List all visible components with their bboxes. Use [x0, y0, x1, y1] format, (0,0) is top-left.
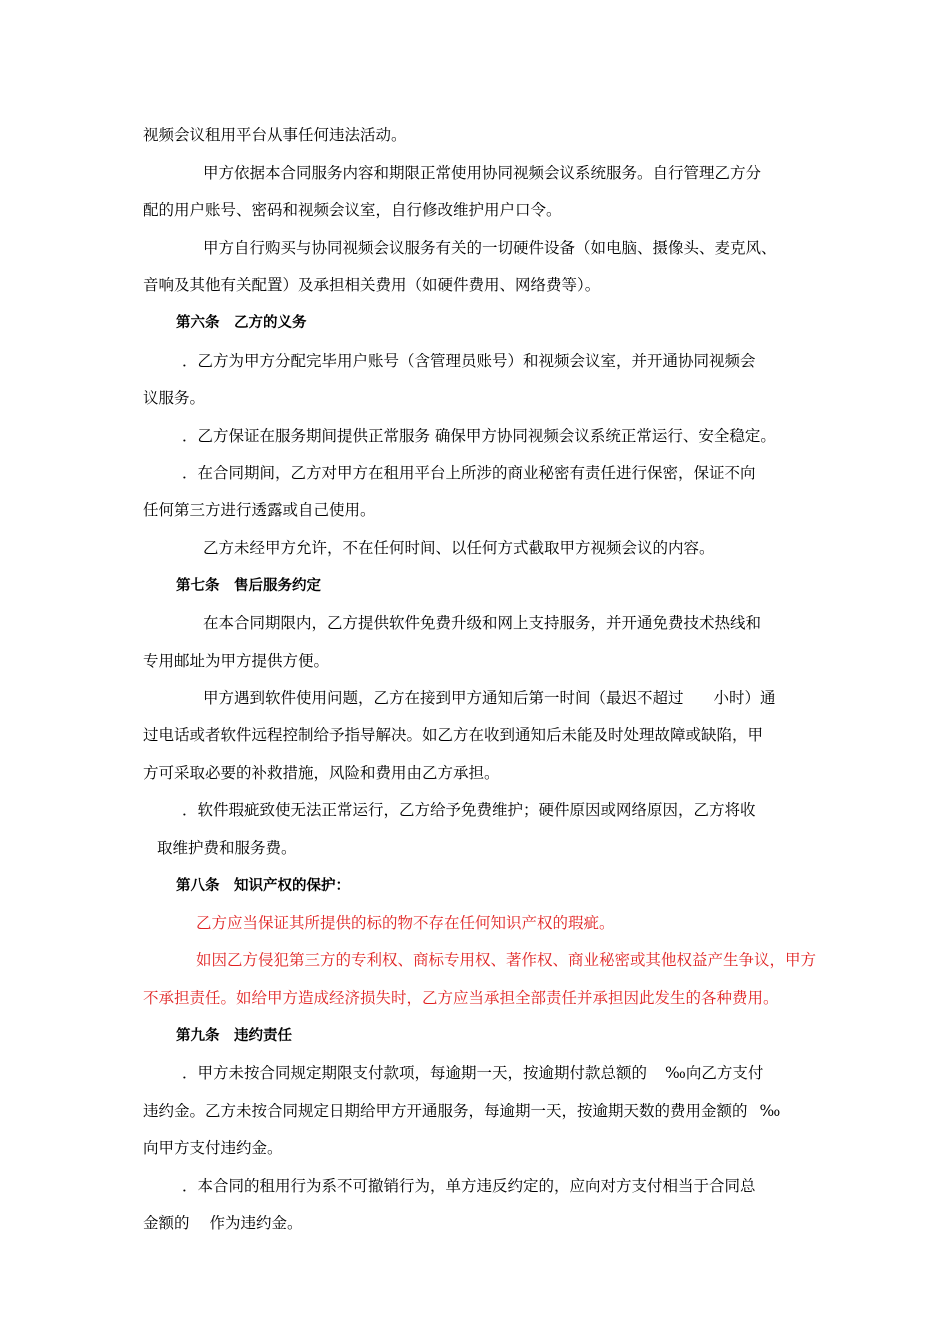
- article9-para1-line2: [143, 1101, 780, 1121]
- article5-para1-line2: 配的用户账号、密码和视频会议室，自行修改维护用户口令。: [143, 201, 562, 219]
- article9-para2-line2: [143, 1213, 303, 1233]
- article7-para3-line2: 取维护费和服务费。: [157, 839, 297, 857]
- article5-para2-line1: 甲方自行购买与协同视频会议服务有关的一切硬件设备（如电脑、摄像头、麦克风、: [203, 239, 777, 257]
- article9-para1-line3: 向甲方支付违约金。: [143, 1139, 283, 1157]
- article9-para2-line2-part-b: 作为违约金。: [209, 1214, 303, 1232]
- article6-item4-line1: 乙方未经甲方允许，不在任何时间、以任何方式截取甲方视频会议的内容。: [203, 539, 715, 557]
- article5-para2-line2: 音响及其他有关配置）及承担相关费用（如硬件费用、网络费等）。: [143, 276, 601, 294]
- article8-para2-line2: 不承担责任。如给甲方造成经济损失时，乙方应当承担全部责任并承担因此发生的各种费用。: [143, 989, 779, 1007]
- article9-para2-line1: ．本合同的租用行为系不可撤销行为，单方违反约定的，应向对方支付相当于合同总: [182, 1177, 756, 1195]
- article9-para1-line1-part-a: ．甲方未按合同规定期限支付款项，每逾期一天，按逾期付款总额的: [182, 1064, 648, 1082]
- article9-para1-line2-part-a: 违约金。乙方未按合同规定日期给甲方开通服务，每逾期一天，按逾期天数的费用金额的: [143, 1102, 748, 1120]
- article7-heading: 第七条 售后服务约定: [176, 578, 321, 594]
- article8-heading: 第八条 知识产权的保护：: [176, 878, 350, 894]
- article6-item3-line1: ．在合同期间，乙方对甲方在租用平台上所涉的商业秘密有责任进行保密，保证不向: [182, 464, 756, 482]
- article7-para2-line3: 方可采取必要的补救措施，风险和费用由乙方承担。: [143, 764, 500, 782]
- article7-para1-line2: 专用邮址为甲方提供方便。: [143, 652, 330, 670]
- article9-para1-line1: [182, 1063, 763, 1083]
- paragraph-continuation: 视频会议租用平台从事任何违法活动。: [143, 126, 407, 144]
- article5-para1-line1: 甲方依据本合同服务内容和期限正常使用协同视频会议系统服务。自行管理乙方分: [203, 164, 762, 182]
- article8-para2-line1: 如因乙方侵犯第三方的专利权、商标专用权、著作权、商业秘密或其他权益产生争议，甲方: [196, 951, 817, 969]
- article9-para2-line2-part-a: 金额的: [143, 1214, 190, 1232]
- article6-item1-line1: ．乙方为甲方分配完毕用户账号（含管理员账号）和视频会议室，并开通协同视频会: [182, 352, 756, 370]
- article7-para2-line1-part-b: 小时）通: [713, 689, 776, 707]
- article7-para2-line1-part-a: 甲方遇到软件使用问题，乙方在接到甲方通知后第一时间（最迟不超过: [203, 689, 684, 707]
- article9-para1-line1-part-b: ‰向乙方支付: [665, 1064, 764, 1082]
- article7-para2-line2: 过电话或者软件远程控制给予指导解决。如乙方在收到通知后未能及时处理故障或缺陷，甲: [143, 726, 764, 744]
- article7-para2-line1: [203, 688, 776, 708]
- article9-para1-line2-part-b: ‰: [759, 1102, 781, 1120]
- article7-para1-line1: 在本合同期限内，乙方提供软件免费升级和网上支持服务，并开通免费技术热线和: [203, 614, 762, 632]
- article9-heading: 第九条 违约责任: [176, 1028, 292, 1044]
- article7-para3-line1: ．软件瑕疵致使无法正常运行，乙方给予免费维护；硬件原因或网络原因，乙方将收: [182, 801, 756, 819]
- article6-item2-line1: ．乙方保证在服务期间提供正常服务 确保甲方协同视频会议系统正常运行、安全稳定。: [182, 427, 776, 445]
- article6-item1-line2: 议服务。: [143, 389, 206, 407]
- article6-item3-line2: 任何第三方进行透露或自己使用。: [143, 501, 376, 519]
- article8-para1-line1: 乙方应当保证其所提供的标的物不存在任何知识产权的瑕疵。: [196, 914, 615, 932]
- article6-heading: 第六条 乙方的义务: [176, 315, 307, 331]
